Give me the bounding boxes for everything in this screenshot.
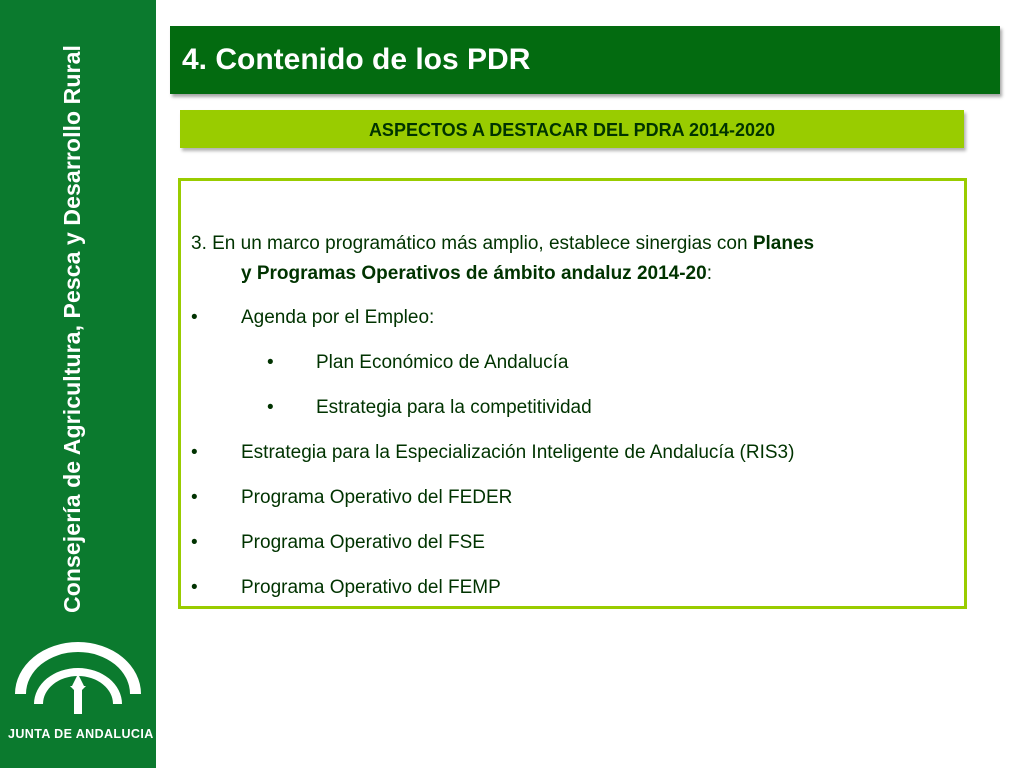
junta-de-andalucia-logo-icon bbox=[10, 632, 146, 728]
bullet-icon: • bbox=[191, 487, 198, 508]
intro-bold-planes: Planes bbox=[752, 233, 815, 254]
list-item: Programa Operativo del FEMP bbox=[241, 577, 501, 598]
bullet-icon: • bbox=[191, 577, 198, 598]
bullet-icon: • bbox=[191, 442, 198, 463]
list-item: Programa Operativo del FEDER bbox=[241, 487, 513, 508]
intro-bold-programs: y Programas Operativos de ámbito andaluz 2014-20 bbox=[241, 263, 707, 284]
list-item: Estrategia para la Especialización Inteligente de Andalucía (RIS3) bbox=[241, 442, 795, 463]
intro-line-1 bbox=[191, 233, 814, 255]
sidebar-vertical-text: Consejería de Agricultura, Pesca y Desarrollo Rural bbox=[59, 45, 85, 613]
content-box bbox=[178, 178, 967, 609]
sub-list-item: Estrategia para la competitividad bbox=[316, 397, 592, 418]
page-title: 4. Contenido de los PDR bbox=[182, 43, 531, 76]
intro-text: 3. En un marco programático más amplio, establece sinergias con bbox=[191, 233, 753, 254]
bullet-icon: • bbox=[267, 397, 274, 418]
title-bar bbox=[170, 26, 1000, 94]
list-item: Programa Operativo del FSE bbox=[241, 532, 485, 553]
logo-caption: JUNTA DE ANDALUCIA bbox=[8, 727, 154, 741]
bullet-icon: • bbox=[191, 307, 198, 328]
intro-line-2 bbox=[241, 263, 712, 285]
intro-colon: : bbox=[706, 263, 712, 284]
section-subtitle: ASPECTOS A DESTACAR DEL PDRA 2014-2020 bbox=[180, 110, 964, 148]
sidebar bbox=[0, 0, 156, 768]
list-item: Agenda por el Empleo: bbox=[241, 307, 435, 328]
sub-list-item: Plan Económico de Andalucía bbox=[316, 352, 569, 373]
bullet-icon: • bbox=[267, 352, 274, 373]
bullet-icon: • bbox=[191, 532, 198, 553]
